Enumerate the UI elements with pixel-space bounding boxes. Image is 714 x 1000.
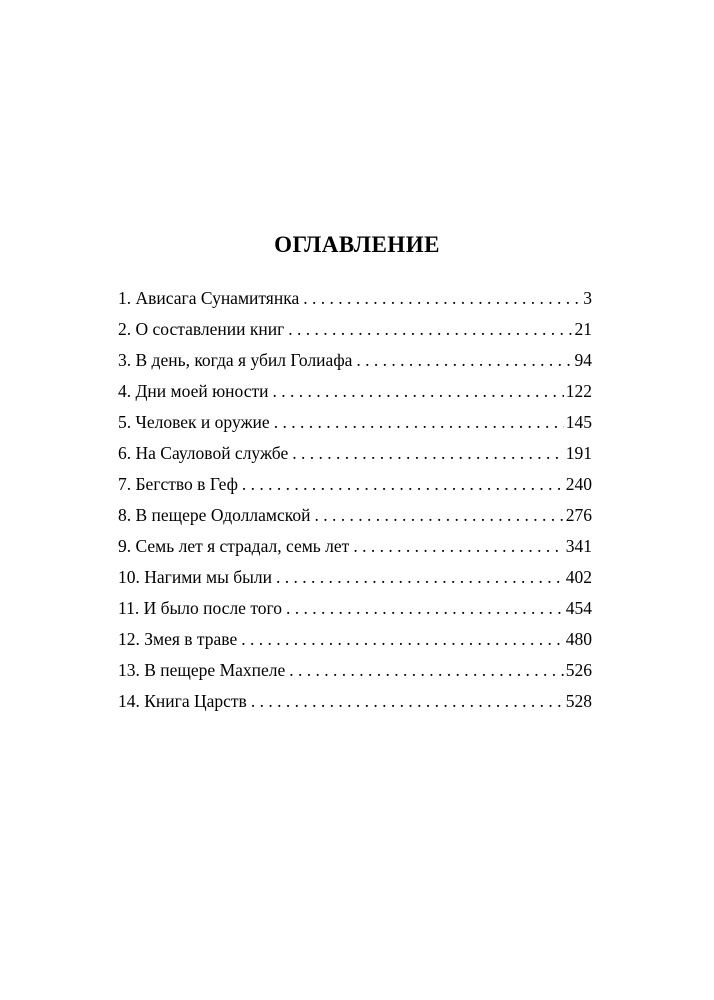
toc-leader-dots <box>273 376 564 407</box>
toc-entry-label: 13. В пещере Махпеле <box>118 660 286 680</box>
toc-entry-page: 528 <box>565 691 592 711</box>
toc-entry-page: 94 <box>574 350 592 370</box>
toc-entry-page: 240 <box>565 474 592 494</box>
toc-entry-page: 402 <box>565 567 592 587</box>
toc-leader-dots <box>289 655 563 686</box>
toc-entry-label: 7. Бегство в Геф <box>118 474 238 494</box>
toc-entry-page: 454 <box>565 598 592 618</box>
toc-leader-dots <box>353 531 563 562</box>
toc-leader-dots <box>276 562 564 593</box>
toc-entry <box>118 376 592 407</box>
toc-entry-page: 276 <box>565 505 592 525</box>
toc-entry <box>118 500 592 531</box>
toc-entry <box>118 345 592 376</box>
toc-entry-label: 4. Дни моей юности <box>118 381 269 401</box>
toc-entry-page: 341 <box>565 536 592 556</box>
toc-entry-label: 11. И было после того <box>118 598 282 618</box>
toc-leader-dots <box>288 314 572 345</box>
toc-list <box>118 283 592 717</box>
toc-leader-dots <box>292 438 564 469</box>
toc-entry-page: 145 <box>565 412 592 432</box>
toc-entry-page: 526 <box>565 660 592 680</box>
toc-entry-label: 12. Змея в траве <box>118 629 238 649</box>
toc-entry-label: 6. На Сауловой службе <box>118 443 289 463</box>
toc-entry-page: 3 <box>583 288 592 308</box>
toc-leader-dots <box>274 407 564 438</box>
toc-entry-label: 9. Семь лет я страдал, семь лет <box>118 536 350 556</box>
toc-entry <box>118 314 592 345</box>
toc-leader-dots <box>314 500 563 531</box>
toc-entry <box>118 562 592 593</box>
toc-entry-label: 1. Ависага Сунамитянка <box>118 288 300 308</box>
toc-entry <box>118 686 592 717</box>
toc-entry-label: 5. Человек и оружие <box>118 412 270 432</box>
toc-entry <box>118 624 592 655</box>
toc-entry <box>118 531 592 562</box>
toc-leader-dots <box>286 593 564 624</box>
toc-entry-page: 191 <box>565 443 592 463</box>
toc-leader-dots <box>251 686 564 717</box>
toc-title: ОГЛАВЛЕНИЕ <box>274 232 440 257</box>
toc-entry-label: 8. В пещере Одолламской <box>118 505 311 525</box>
toc-entry-label: 10. Нагими мы были <box>118 567 272 587</box>
toc-entry-label: 14. Книга Царств <box>118 691 247 711</box>
toc-entry <box>118 407 592 438</box>
toc-entry <box>118 469 592 500</box>
toc-leader-dots <box>242 469 564 500</box>
toc-entry-label: 3. В день, когда я убил Голиафа <box>118 350 353 370</box>
toc-entry <box>118 283 592 314</box>
toc-entry-page: 480 <box>565 629 592 649</box>
toc-leader-dots <box>241 624 564 655</box>
toc-entry-page: 21 <box>574 319 592 339</box>
toc-entry-label: 2. О составлении книг <box>118 319 285 339</box>
toc-leader-dots <box>303 283 581 314</box>
toc-entry <box>118 593 592 624</box>
toc-entry <box>118 655 592 686</box>
toc-entry <box>118 438 592 469</box>
toc-entry-page: 122 <box>565 381 592 401</box>
toc-leader-dots <box>356 345 572 376</box>
